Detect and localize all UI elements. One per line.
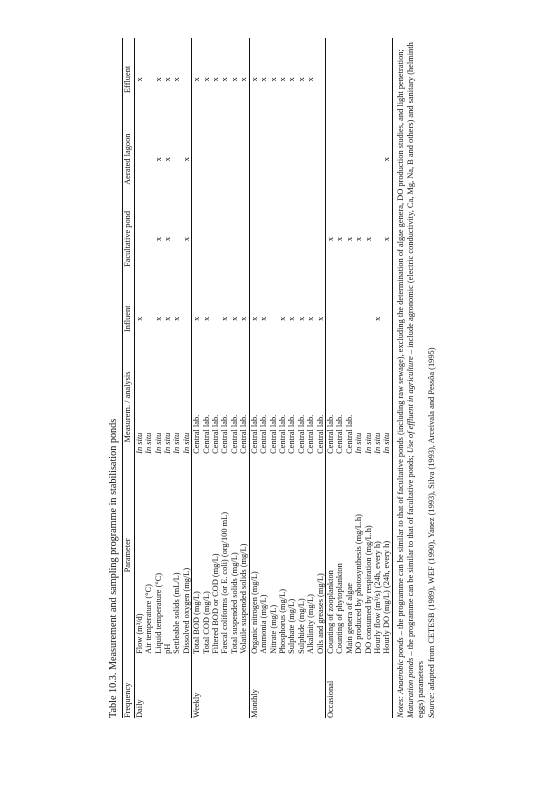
mark-cell: x (287, 316, 297, 321)
mark-cell (287, 118, 296, 198)
table-notes (396, 38, 437, 718)
measurement-cell: Central lab. (220, 414, 230, 454)
frequency-cell (172, 654, 181, 718)
mark-cell (382, 277, 392, 357)
table-row (382, 38, 392, 718)
header-measurement: Measurem. / analysis (123, 371, 133, 443)
frequency-cell: Daily (134, 699, 144, 718)
mark-cell: x (372, 316, 382, 321)
table-row (259, 38, 268, 718)
parameter-cell: Main genera of algae (344, 583, 354, 654)
mark-cell (144, 118, 153, 198)
mark-cell (316, 198, 326, 278)
mark-cell: x (201, 77, 211, 82)
mark-cell: x (163, 316, 173, 321)
mark-cell (297, 118, 306, 198)
frequency-cell (259, 654, 268, 718)
mark-cell (269, 198, 278, 278)
mark-cell: x (259, 316, 269, 321)
mark-cell: x (181, 236, 191, 242)
mark-cell (249, 118, 259, 198)
mark-cell (269, 277, 278, 357)
mark-cell: x (134, 316, 144, 321)
header-frequency: Frequency (123, 682, 133, 718)
frequency-cell (364, 654, 373, 718)
measurement-cell: Central lab. (287, 414, 297, 454)
mark-cell (230, 198, 239, 278)
parameter-cell: Phosphorus (mg/L) (277, 589, 287, 654)
mark-cell: x (335, 236, 345, 242)
parameter-cell: Total suspended solids (mg/L) (229, 552, 239, 654)
mark-cell (172, 118, 181, 198)
mark-cell: x (153, 236, 163, 242)
mark-cell (192, 198, 202, 278)
mark-cell: x (344, 236, 354, 242)
header-influent: Influent (123, 305, 133, 332)
parameter-cell: Oils and greases (mg/L) (315, 573, 325, 654)
mark-cell: x (259, 77, 269, 82)
measurement-cell: Central lab. (315, 414, 325, 454)
measurement-cell: Central lab. (296, 414, 306, 454)
mark-cell (182, 277, 192, 357)
notes-anaerobic-text: – the programme can be similar to that of facultative ponds (including raw sewage), excluding the determination of algae genera, DO production studies, and light penetration; (395, 49, 405, 638)
table-row (220, 38, 229, 718)
mark-cell (373, 198, 382, 278)
parameter-cell: Air temperature (°C) (144, 584, 154, 654)
mark-cell: x (153, 316, 163, 321)
table-row (163, 38, 172, 718)
measurement-cell: In situ (153, 432, 163, 454)
notes-maturation-text: – the programme can be similar to that of facultative ponds; (406, 453, 416, 658)
mark-cell: x (153, 157, 163, 162)
measurement-cell: In situ (181, 432, 191, 454)
mark-cell (325, 118, 335, 198)
mark-cell (306, 118, 315, 198)
parameter-cell: Sulphate (mg/L) (287, 598, 297, 654)
frequency-cell (306, 654, 315, 718)
notes-agriculture: Use of effluent in agriculture (406, 356, 416, 454)
parameter-cell: Hourly DO (mg/L) (24h, every h) (382, 540, 392, 654)
mark-cell: x (249, 77, 259, 82)
rotated-page (108, 38, 552, 718)
parameter-cell: Hourly flow (m³/s) (24h, every h) (372, 541, 382, 654)
mark-cell (345, 118, 354, 198)
frequency-cell: Monthly (249, 689, 259, 718)
table-row (297, 38, 306, 718)
frequency-cell (382, 654, 392, 718)
measurement-cell: Central lab. (239, 414, 249, 454)
mark-cell: x (239, 77, 249, 82)
measurement-cell: In situ (172, 432, 182, 454)
mark-cell (239, 198, 249, 278)
mark-cell (354, 38, 363, 118)
mark-cell (325, 38, 335, 118)
parameter-cell: Liquid temperature (°C) (153, 572, 163, 654)
mark-cell (278, 118, 287, 198)
table-row (345, 38, 354, 718)
table-row (134, 38, 144, 718)
mark-cell (259, 118, 268, 198)
parameter-cell: Counting of zooplankton (325, 570, 335, 654)
row-group (192, 38, 249, 718)
measurement-cell: In situ (144, 432, 154, 454)
mark-cell (354, 118, 363, 198)
frequency-cell (278, 654, 287, 718)
frequency-cell (182, 654, 192, 718)
mark-cell (220, 118, 229, 198)
mark-cell (211, 198, 220, 278)
mark-cell (269, 118, 278, 198)
mark-cell (364, 38, 373, 118)
measurement-cell: Central lab. (201, 414, 211, 454)
parameter-cell: Counting of phytoplankton (335, 563, 345, 654)
parameter-cell: Total COD (mg/L) (201, 591, 211, 654)
mark-cell: x (229, 316, 239, 321)
mark-cell: x (239, 316, 249, 321)
measurement-cell: Central lab. (325, 414, 335, 454)
measurement-cell: In situ (354, 432, 364, 454)
frequency-cell (220, 654, 229, 718)
frequency-cell: Occasional (325, 680, 335, 718)
mark-cell (335, 118, 344, 198)
header-aerated: Aerated lagoon (123, 133, 133, 185)
row-group (134, 38, 191, 718)
table-row (364, 38, 373, 718)
parameter-cell: Dissolved oxygen (mg/L) (181, 567, 191, 654)
measurement-cell: In situ (372, 432, 382, 454)
table-row (269, 38, 278, 718)
mark-cell: x (201, 316, 211, 321)
table-header (123, 38, 134, 718)
table-row (211, 38, 220, 718)
mark-cell: x (163, 157, 173, 162)
parameter-cell: DO consumed by respiration (mg/L.h) (363, 525, 373, 654)
table-row (316, 38, 326, 718)
parameter-cell: Total BOD (mg/L) (192, 591, 202, 654)
mark-cell: x (163, 77, 173, 82)
mark-cell: x (192, 316, 202, 321)
mark-cell (211, 118, 220, 198)
mark-cell: x (382, 157, 392, 162)
table-row (172, 38, 181, 718)
notes-anaerobic: Anaerobic ponds (395, 637, 405, 695)
frequency-cell (239, 654, 249, 718)
table-row (202, 38, 211, 718)
mark-cell (134, 118, 144, 198)
row-group (325, 38, 392, 718)
mark-cell (249, 198, 259, 278)
measurement-cell: Central lab. (211, 414, 221, 454)
parameter-cell: Nitrate (mg/L) (268, 604, 278, 654)
table-row (249, 38, 259, 718)
sampling-table (122, 38, 392, 718)
table-row (239, 38, 249, 718)
table-row (335, 38, 344, 718)
mark-cell (278, 198, 287, 278)
mark-cell: x (277, 77, 287, 82)
parameter-cell: DO produced by photosynthesis (mg/L.h) (354, 514, 364, 654)
frequency-cell (335, 654, 344, 718)
mark-cell (345, 277, 354, 357)
mark-cell (144, 198, 153, 278)
mark-cell (345, 38, 354, 118)
mark-cell (373, 118, 382, 198)
frequency-cell (154, 654, 163, 718)
parameter-cell: pH (163, 643, 173, 654)
mark-cell (182, 38, 192, 118)
source-label: Source: (426, 692, 436, 718)
frequency-cell (144, 654, 153, 718)
mark-cell (220, 198, 229, 278)
measurement-cell: Central lab. (192, 414, 202, 454)
mark-cell: x (163, 236, 173, 242)
table-row (154, 38, 163, 718)
measurement-cell: Central lab. (335, 414, 345, 454)
mark-cell (259, 198, 268, 278)
mark-cell: x (134, 77, 144, 82)
header-facultative: Facultative pond (123, 210, 133, 268)
parameter-cell: Organic nitrogen (mg/L) (249, 571, 259, 654)
notes-maturation: Maturation ponds (406, 657, 416, 718)
table-row (278, 38, 287, 718)
mark-cell (192, 118, 202, 198)
mark-cell: x (363, 236, 373, 242)
parameter-cell: Alkalinity (mg/L) (306, 594, 316, 654)
mark-cell (144, 277, 153, 357)
table-caption: Table 10.3. Measurement and sampling programme in stabilisation ponds (108, 418, 119, 718)
parameter-cell: Volatile suspended solids (mg/L) (239, 543, 249, 654)
mark-cell: x (220, 77, 230, 82)
mark-cell: x (325, 236, 335, 242)
table-row (182, 38, 192, 718)
measurement-cell: Central lab. (259, 414, 269, 454)
mark-cell (364, 277, 373, 357)
frequency-cell (345, 654, 354, 718)
mark-cell (297, 198, 306, 278)
mark-cell (211, 277, 220, 357)
frequency-cell: Weekly (192, 692, 202, 718)
table-row (230, 38, 239, 718)
mark-cell (239, 118, 249, 198)
parameter-cell: Flow (m³/d) (134, 613, 144, 654)
frequency-cell (287, 654, 296, 718)
frequency-cell (269, 654, 278, 718)
frequency-cell (230, 654, 239, 718)
mark-cell (364, 118, 373, 198)
table-row (192, 38, 202, 718)
table-row (306, 38, 315, 718)
header-effluent: Effluent (123, 65, 133, 94)
table-row (354, 38, 363, 718)
mark-cell (134, 198, 144, 278)
mark-cell: x (315, 316, 325, 321)
mark-cell (316, 118, 326, 198)
frequency-cell (211, 654, 220, 718)
table-row (287, 38, 296, 718)
row-group (249, 38, 325, 718)
table-row (144, 38, 153, 718)
notes-agriculture-text: – include agronomic (electric conductivity, Ca, Mg, Na, B and others) and sanitary (helminth eggs) parameters (406, 42, 426, 718)
parameter-cell: Sulphide (mg/L) (296, 598, 306, 654)
mark-cell (306, 198, 315, 278)
measurement-cell: In situ (163, 432, 173, 454)
mark-cell: x (306, 77, 316, 82)
mark-cell (382, 38, 392, 118)
mark-cell (202, 118, 211, 198)
mark-cell: x (249, 316, 259, 321)
mark-cell: x (296, 316, 306, 321)
frequency-cell (354, 654, 363, 718)
measurement-cell: Central lab. (306, 414, 316, 454)
mark-cell (172, 198, 181, 278)
parameter-cell: Faecal coliforms (or E. coli) (org/100 mL) (220, 511, 230, 654)
mark-cell (287, 198, 296, 278)
mark-cell: x (382, 236, 392, 242)
mark-cell: x (306, 316, 316, 321)
measurement-cell: In situ (134, 432, 144, 454)
mark-cell: x (192, 77, 202, 82)
measurement-cell: In situ (382, 432, 392, 454)
mark-cell: x (229, 77, 239, 82)
mark-cell: x (172, 316, 182, 321)
mark-cell: x (172, 77, 182, 82)
mark-cell (354, 277, 363, 357)
mark-cell: x (181, 157, 191, 162)
mark-cell (325, 277, 335, 357)
header-parameter: Parameter (123, 538, 133, 573)
frequency-cell (316, 654, 326, 718)
frequency-cell (202, 654, 211, 718)
parameter-cell: Settleable solids (mL/L) (172, 572, 182, 654)
measurement-cell: Central lab. (249, 414, 259, 454)
measurement-cell: Central lab. (344, 414, 354, 454)
mark-cell (335, 38, 344, 118)
mark-cell (373, 38, 382, 118)
mark-cell (316, 38, 326, 118)
mark-cell (202, 198, 211, 278)
mark-cell: x (153, 77, 163, 82)
notes-label: Notes: (395, 696, 405, 718)
mark-cell: x (268, 77, 278, 82)
mark-cell: x (277, 316, 287, 321)
measurement-cell: Central lab. (277, 414, 287, 454)
frequency-cell (163, 654, 172, 718)
parameter-cell: Filtered BOD or COD (mg/L) (211, 553, 221, 654)
source-text: adapted from CETESB (1989), WEF (1990), Yanez (1993), Silva (1993), Arceivala and Pessôa (1995) (426, 347, 436, 693)
mark-cell: x (211, 77, 221, 82)
mark-cell (230, 118, 239, 198)
parameter-cell: Ammonia (mg/L) (259, 594, 269, 654)
measurement-cell: Central lab. (268, 414, 278, 454)
table-row (373, 38, 382, 718)
mark-cell: x (354, 236, 364, 242)
mark-cell (144, 38, 153, 118)
measurement-cell: Central lab. (229, 414, 239, 454)
mark-cell: x (296, 77, 306, 82)
frequency-cell (297, 654, 306, 718)
mark-cell: x (220, 316, 230, 321)
mark-cell: x (287, 77, 297, 82)
frequency-cell (373, 654, 382, 718)
measurement-cell: In situ (363, 432, 373, 454)
table-row (325, 38, 335, 718)
mark-cell (335, 277, 344, 357)
